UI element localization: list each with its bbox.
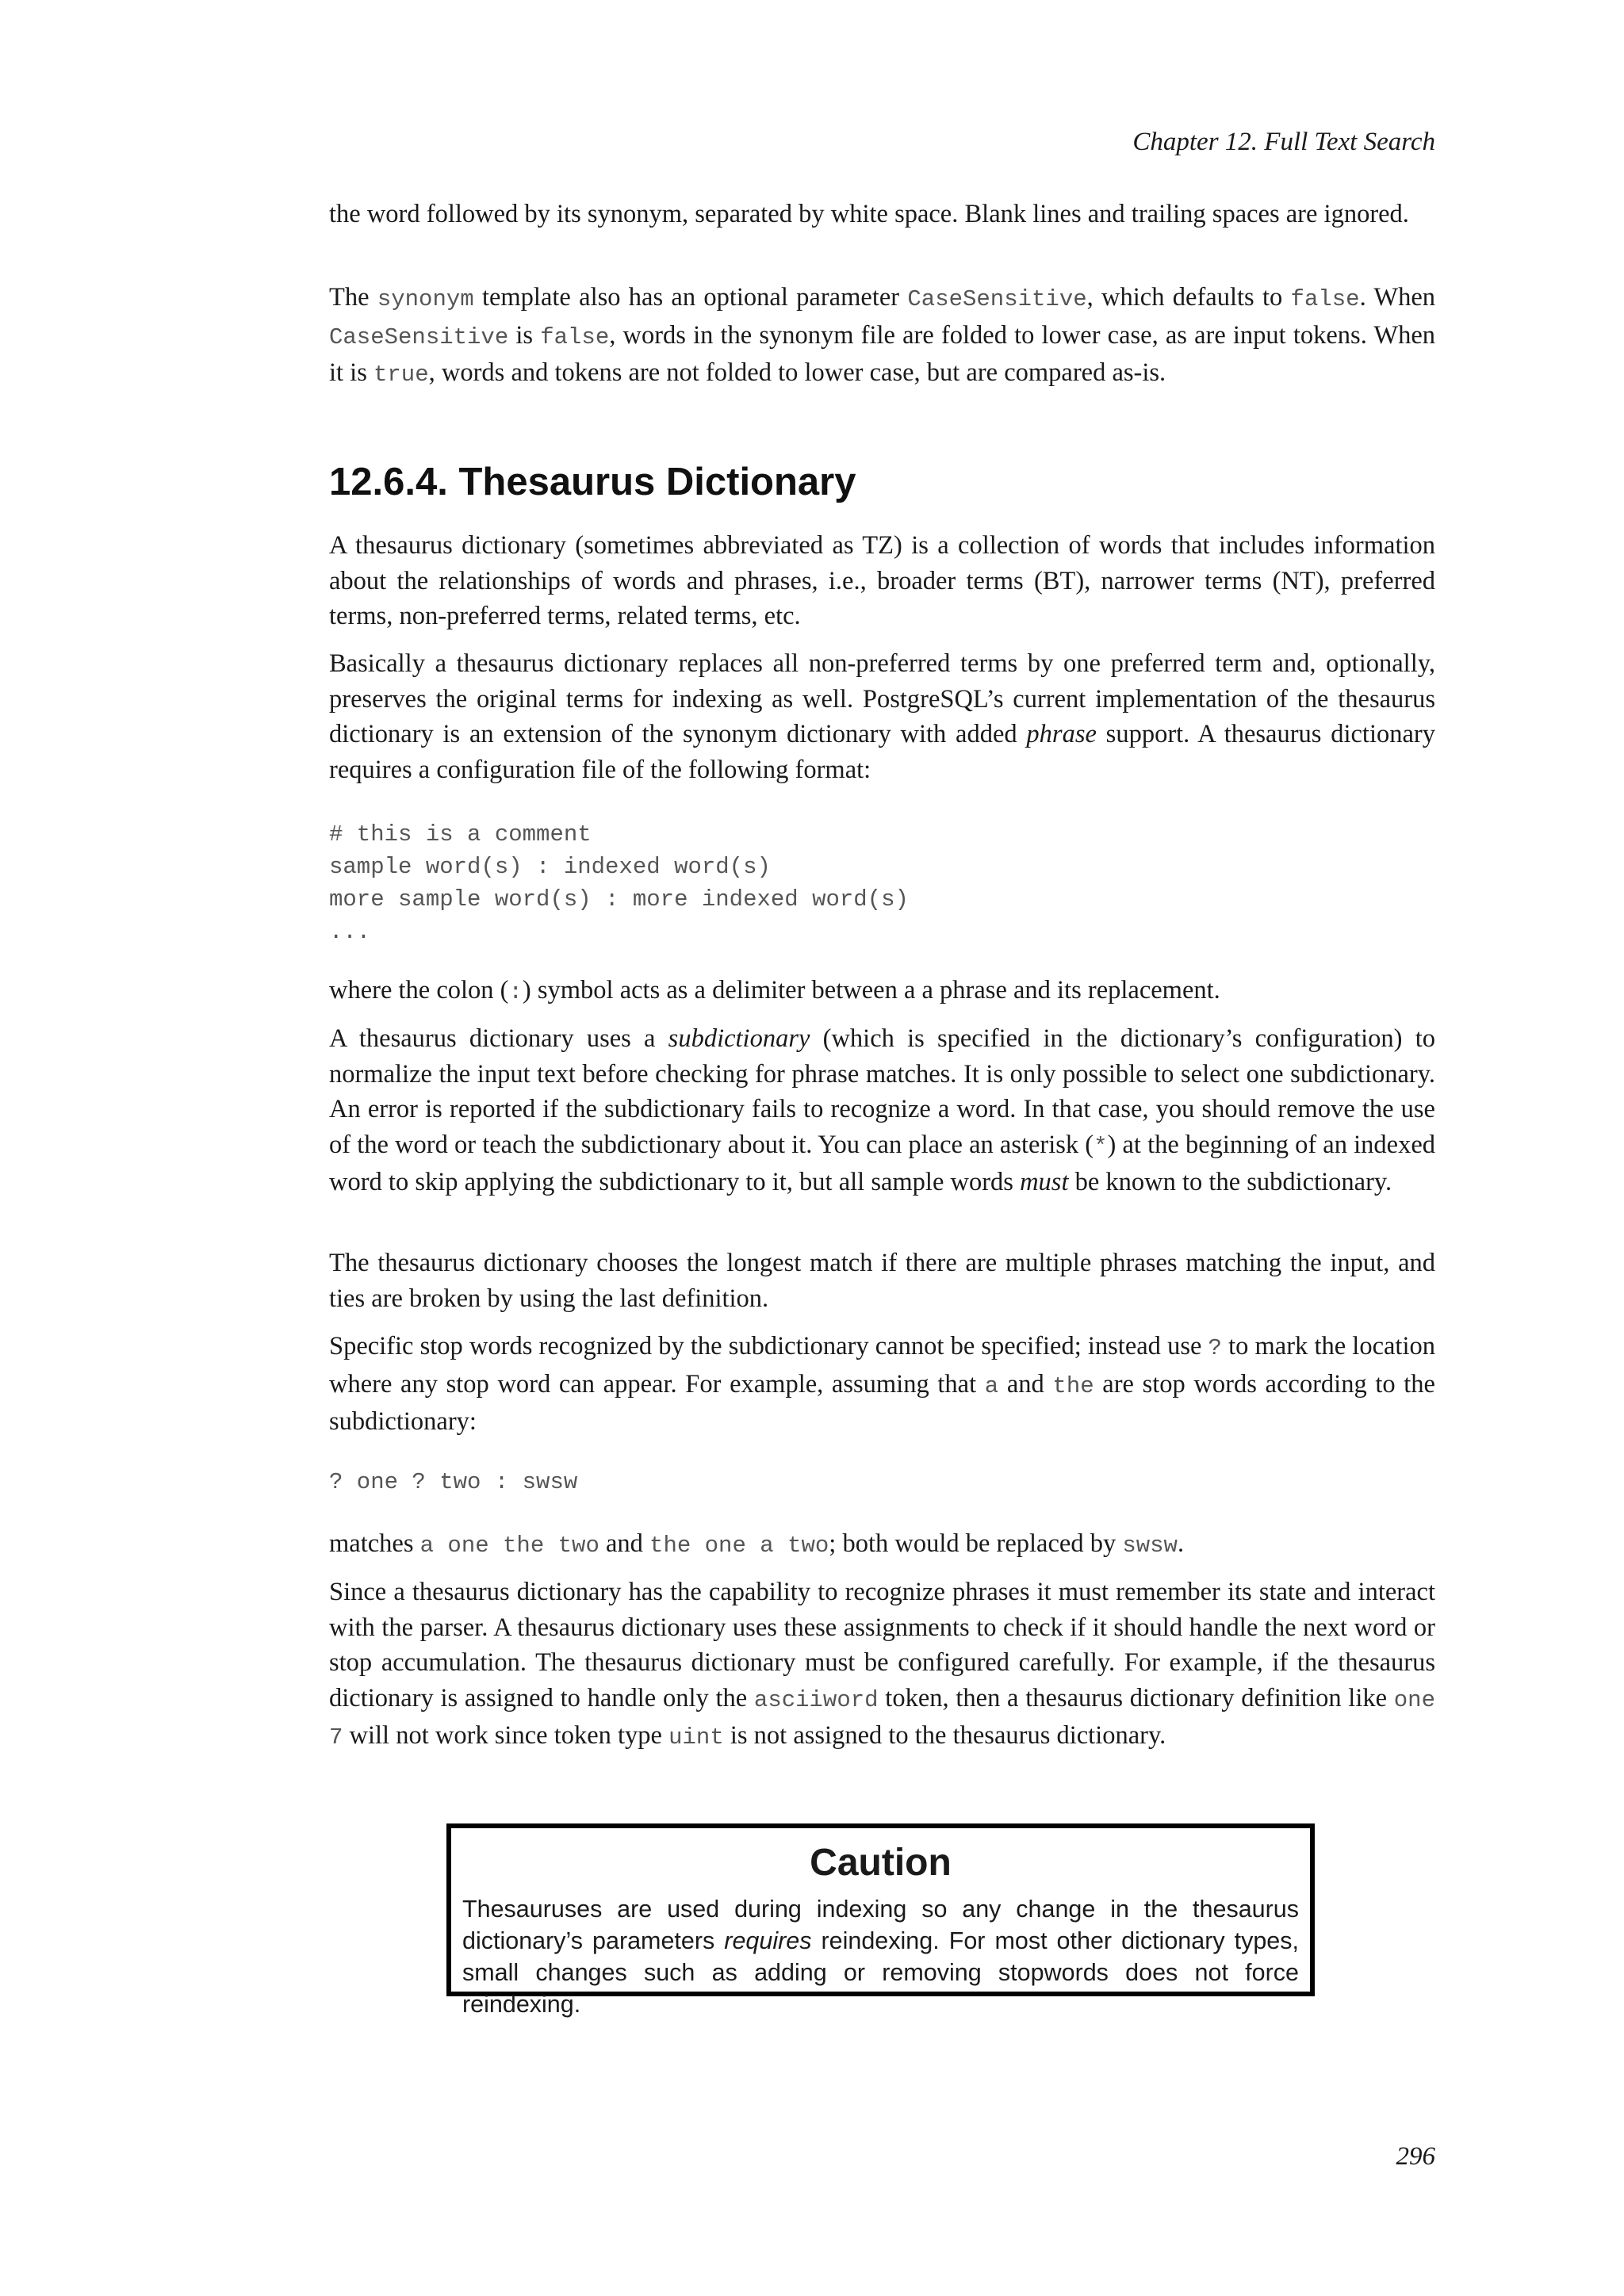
paragraph-parser-interaction: Since a thesaurus dictionary has the capability to recognize phrases it must remember its state and interact with the parser. A thesaurus dictionary uses these assignments to check if it should handle the next word or stop accumulation. The thesaurus dictionary must be configured carefully. For example, if the thesaurus dictionary is assigned to handle only the asciiword token, then a thesaurus dictionary definition like one 7 will not work since token type uint is not assigned to the thesaurus dictionary. xyxy=(329,1578,1435,1751)
paragraph-matches: matches a one the two and the one a two; both would be replaced by swsw. xyxy=(329,1529,1185,1559)
page-number: 296 xyxy=(1396,2142,1435,2171)
code-a-one-the-two: a one the two xyxy=(419,1533,599,1559)
code-casesensitive: CaseSensitive xyxy=(329,323,509,350)
paragraph-subdictionary: A thesaurus dictionary uses a subdictionary (which is specified in the dictionary’s configuration) to normalize the input text before checking for phrase matches. It is only possible to select one subdictionary. An error is reported if the subdictionary fails to recognize a word. In that case, you should remove the use of the word or teach the subdictionary about it. You can place an asterisk (*) at the beginning of an indexed word to skip applying the subdictionary to it, but all sample words must be known to the subdictionary. xyxy=(329,1024,1435,1196)
code-block-config-format: # this is a comment sample word(s) : indexed word(s) more sample word(s) : more indexed word(s) ... xyxy=(329,821,909,945)
code-synonym: synonym xyxy=(377,286,474,312)
code-false: false xyxy=(540,323,610,350)
section-heading: 12.6.4. Thesaurus Dictionary xyxy=(329,461,856,503)
code-block-stopword-example: ? one ? two : swsw xyxy=(329,1469,578,1495)
paragraph-thesaurus-basics: Basically a thesaurus dictionary replaces all non-preferred terms by one preferred term and, optionally, preserves the original terms for indexing as well. PostgreSQL’s current implementation of the thesaurus dictionary is an extension of the synonym dictionary with added phrase support. A thesaurus dictionary requires a configuration file of the following format: xyxy=(329,649,1435,784)
code-false: false xyxy=(1290,286,1360,312)
code-asciiword: asciiword xyxy=(753,1686,879,1713)
code-true: true xyxy=(373,362,429,388)
running-header: Chapter 12. Full Text Search xyxy=(1132,128,1435,156)
emphasis-phrase: phrase xyxy=(1026,720,1097,748)
paragraph-case-sensitive: The synonym template also has an optional parameter CaseSensitive, which defaults to false. When CaseSensitive is false, words in the synonym file are folded to lower case, as are input tokens. When it is true, words and tokens are not folded to lower case, but are compared as-is. xyxy=(329,283,1435,388)
code-swsw: swsw xyxy=(1122,1533,1178,1559)
caution-text: Thesauruses are used during indexing so any change in the thesaurus dictionary’s parameters requires reindexing. For most other dictionary types, small changes such as adding or removing stopwords does not force reindexing. xyxy=(462,1896,1299,2018)
caution-box xyxy=(446,1823,1315,2018)
code-question-mark: ? xyxy=(1208,1335,1222,1361)
code-one-7: one 7 xyxy=(329,1686,1435,1751)
paragraph-stop-words: Specific stop words recognized by the subdictionary cannot be specified; instead use ? to mark the location where any stop word can appear. For example, assuming that a and the are stop words according to the subdictionary: xyxy=(329,1332,1435,1436)
code-asterisk: * xyxy=(1094,1133,1108,1160)
code-the: the xyxy=(1052,1372,1094,1399)
paragraph-synonym-format: the word followed by its synonym, separated by white space. Blank lines and trailing spaces are ignored. xyxy=(329,200,1409,228)
code-colon: : xyxy=(508,979,523,1005)
emphasis-subdictionary: subdictionary xyxy=(668,1024,810,1053)
paragraph-colon-delimiter: where the colon (:) symbol acts as a delimiter between a a phrase and its replacement. xyxy=(329,976,1220,1005)
paragraph-thesaurus-definition: A thesaurus dictionary (sometimes abbreviated as TZ) is a collection of words that includes information about the relationships of words and phrases, i.e., broader terms (BT), narrower terms (NT), preferred terms, non-preferred terms, related terms, etc. xyxy=(329,531,1435,630)
code-uint: uint xyxy=(668,1724,724,1751)
code-the-one-a-two: the one a two xyxy=(649,1533,829,1559)
emphasis-requires: requires xyxy=(724,1927,812,1954)
caution-title: Caution xyxy=(810,1842,952,1884)
code-casesensitive: CaseSensitive xyxy=(907,286,1087,312)
emphasis-must: must xyxy=(1020,1168,1069,1196)
paragraph-longest-match: The thesaurus dictionary chooses the longest match if there are multiple phrases matching the input, and ties are broken by using the last definition. xyxy=(329,1249,1435,1313)
code-a: a xyxy=(984,1372,999,1399)
